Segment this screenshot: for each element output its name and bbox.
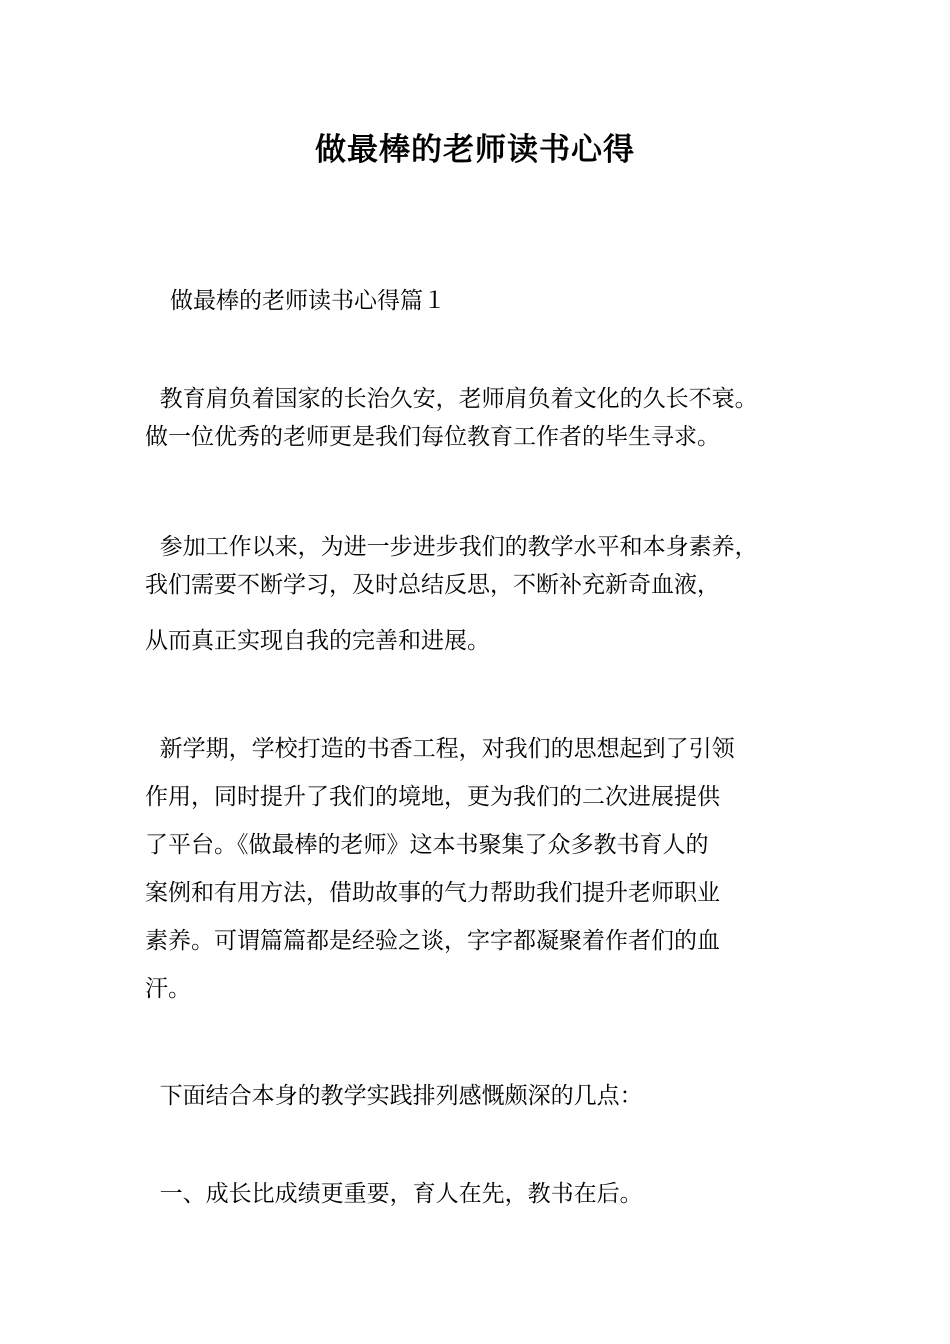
paragraph-line: 案例和有用方法，借助故事的气力帮助我们提升老师职业 (145, 880, 720, 906)
paragraph-line: 一、成长比成绩更重要，育人在先，教书在后。 (145, 1181, 643, 1207)
paragraph-line: 从而真正实现自我的完善和进展。 (145, 628, 490, 654)
document-title: 做最棒的老师读书心得 (315, 132, 635, 168)
paragraph-line: 了平台。《做最棒的老师》这本书聚集了众多教书育人的 (145, 832, 709, 858)
paragraph-line: 新学期，学校打造的书香工程，对我们的思想起到了引领 (145, 736, 735, 762)
section-subtitle: 做最棒的老师读书心得篇１ (170, 288, 446, 314)
paragraph-line: 教育肩负着国家的长治久安，老师肩负着文化的久长不衰。 (145, 386, 758, 412)
paragraph-line: 作用，同时提升了我们的境地，更为我们的二次进展提供 (145, 784, 720, 810)
paragraph-line: 我们需要不断学习，及时总结反思，不断补充新奇血液， (145, 572, 720, 598)
paragraph-line: 参加工作以来，为进一步进步我们的教学水平和本身素养， (145, 534, 758, 560)
paragraph-line: 下面结合本身的教学实践排列感慨颇深的几点： (145, 1083, 643, 1109)
paragraph-2 (145, 528, 758, 660)
paragraph-line: 做一位优秀的老师更是我们每位教育工作者的毕生寻求。 (145, 424, 720, 450)
paragraph-5 (145, 1175, 643, 1213)
paragraph-1 (145, 380, 758, 456)
paragraph-line: 汗。 (145, 976, 191, 1002)
paragraph-4 (145, 1077, 643, 1115)
paragraph-line: 素养。可谓篇篇都是经验之谈，字字都凝聚着作者们的血 (145, 928, 720, 954)
paragraph-3 (145, 730, 735, 1008)
